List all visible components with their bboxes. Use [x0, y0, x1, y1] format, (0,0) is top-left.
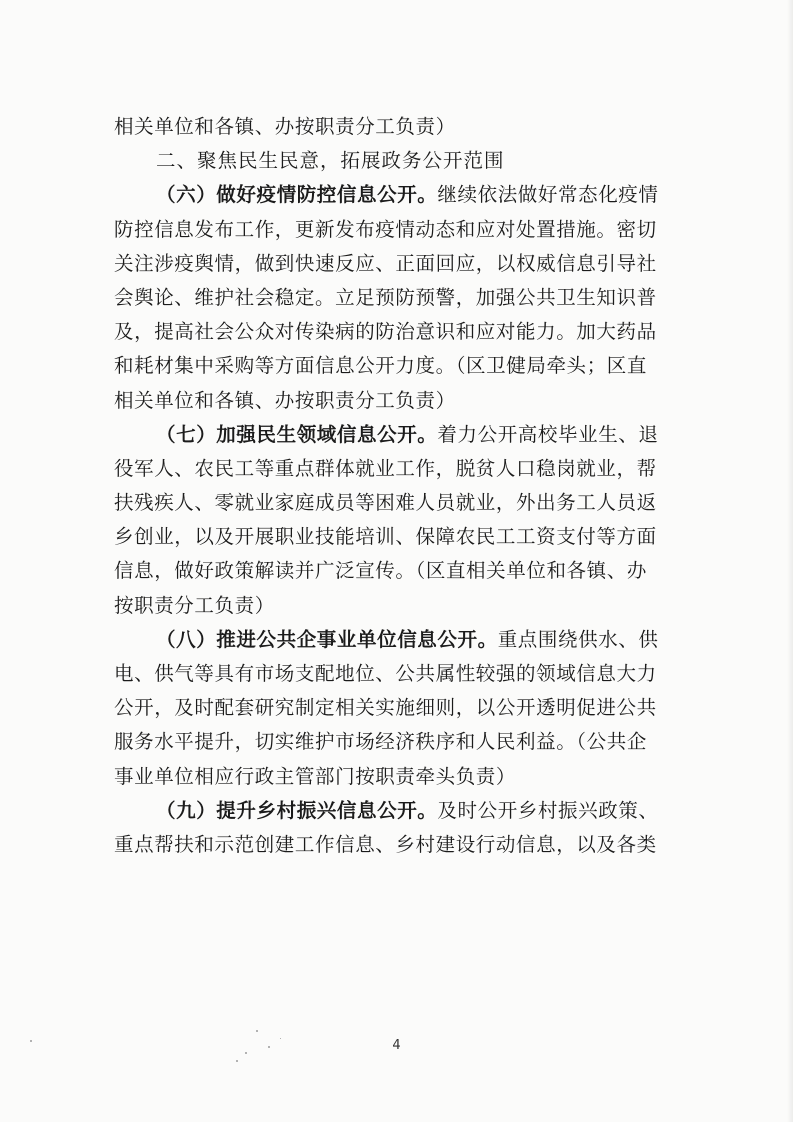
- text-line: [114, 554, 686, 588]
- scan-edge-shadow: [787, 0, 793, 1122]
- text-line: [114, 315, 686, 349]
- scan-speck: [245, 1052, 247, 1054]
- subsection-title: （六）做好疫情防控信息公开。: [156, 183, 438, 207]
- text-line: [114, 247, 686, 281]
- text-run: 重点帮扶和示范创建工作信息、乡村建设行动信息，以及各类: [114, 832, 657, 856]
- text-line: [114, 178, 686, 212]
- section-heading: [114, 144, 686, 178]
- text-run: 会舆论、维护社会稳定。立足预防预警，加强公共卫生知识普: [114, 285, 657, 309]
- text-run: 乡创业，以及开展职业技能培训、保障农民工工资支付等方面: [114, 525, 657, 549]
- text-run: 按职责分工负责）: [114, 593, 275, 617]
- text-run: 及时公开乡村振兴政策、: [437, 798, 659, 822]
- text-run: 防控信息发布工作，更新发布疫情动态和应对处置措施。密切: [114, 217, 657, 241]
- text-run: 公开，及时配套研究制定相关实施细则，以公开透明促进公共: [114, 696, 657, 720]
- page-number: 4: [392, 1038, 401, 1053]
- scan-speck: [236, 1060, 238, 1062]
- subsection-title: （九）提升乡村振兴信息公开。: [156, 798, 438, 822]
- text-line: [114, 657, 686, 691]
- text-line: [114, 794, 686, 828]
- text-run: 信息，做好政策解读并广泛宣传。（区直相关单位和各镇、办: [114, 559, 647, 583]
- text-run: 事业单位相应行政主管部门按职责牵头负责）: [114, 764, 517, 788]
- text-line: [114, 828, 686, 862]
- text-run: 二、聚焦民生民意，拓展政务公开范围: [156, 149, 505, 173]
- text-line: [114, 691, 686, 725]
- text-line: [114, 623, 686, 657]
- scan-speck: [280, 1038, 281, 1039]
- document-body: [114, 110, 686, 862]
- text-run: 继续依法做好常态化疫情: [437, 183, 659, 207]
- text-run: 役军人、农民工等重点群体就业工作，脱贫人口稳岗就业，帮: [114, 456, 657, 480]
- text-run: 和耗材集中采购等方面信息公开力度。（区卫健局牵头；区直: [114, 354, 647, 378]
- text-line: [114, 110, 686, 144]
- text-run: 及，提高社会公众对传染病的防治意识和应对能力。加大药品: [114, 320, 657, 344]
- text-run: 着力公开高校毕业生、退: [437, 422, 659, 446]
- subsection-title: （七）加强民生领域信息公开。: [156, 422, 438, 446]
- text-run: 服务水平提升，切实维护市场经济秩序和人民利益。（公共企: [114, 730, 647, 754]
- scan-speck: [268, 1046, 270, 1048]
- scan-speck: [30, 1040, 32, 1042]
- text-run: 相关单位和各镇、办按职责分工负责）: [114, 115, 456, 138]
- text-line: [114, 281, 686, 315]
- text-line: [114, 384, 686, 418]
- text-run: 关注涉疫舆情，做到快速反应、正面回应，以权威信息引导社: [114, 251, 657, 275]
- text-line: [114, 725, 686, 759]
- text-line: [114, 589, 686, 623]
- text-line: [114, 349, 686, 383]
- text-line: [114, 760, 686, 794]
- text-run: 重点围绕供水、供: [497, 627, 659, 651]
- text-line: [114, 452, 686, 486]
- text-line: [114, 486, 686, 520]
- text-line: [114, 213, 686, 247]
- text-run: 相关单位和各镇、办按职责分工负责）: [114, 388, 456, 412]
- text-run: 扶残疾人、零就业家庭成员等困难人员就业，外出务工人员返: [114, 491, 657, 515]
- text-line: [114, 520, 686, 554]
- text-line: [114, 418, 686, 452]
- text-run: 电、供气等具有市场支配地位、公共属性较强的领域信息大力: [114, 662, 657, 685]
- scan-speck: [256, 1030, 258, 1032]
- subsection-title: （八）推进公共企事业单位信息公开。: [156, 627, 498, 651]
